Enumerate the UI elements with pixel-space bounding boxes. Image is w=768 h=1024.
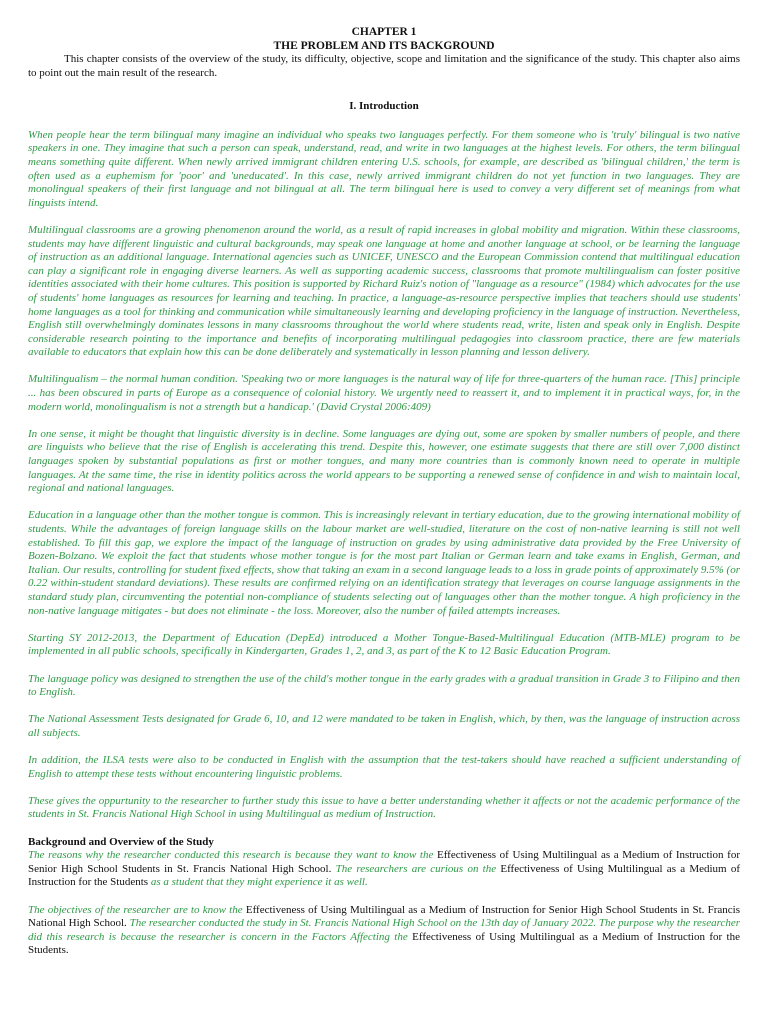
paragraph-linguistic-diversity: In one sense, it might be thought that linguistic diversity is in decline. Some languages are dying out, some are spoken by smaller numbers of people, and there are linguists who believe that the rise of English is accelerating this trend. Despite this, however, one estimate suggests that there are still over 7,000 distinct languages spoken by substantial populations as first or mother tongues, and many more countries than is commonly known need to operate in multiple languages. At the same time, the rise in identity politics across the world appears to be supporting a renewed sense of confidence in and wish to maintain local, regional and national languages.	[28, 427, 740, 495]
chapter-intro-paragraph: This chapter consists of the overview of the study, its difficulty, objective, scope and limitation and the significance of the study. This chapter also aims to point out the main result of the research.	[28, 53, 740, 79]
objectives-text-a: The objectives of the researcher are to know the	[28, 903, 246, 916]
reasons-text-e: as a student that they might experience it as well.	[148, 876, 368, 889]
objectives-text-b: Effectiveness of Using Multilingual as a Medium of Instruction for Senior High School Students in St. Francis National High School.	[28, 903, 740, 930]
paragraph-non-native-education: Education in a language other than the mother tongue is common. This is increasingly relevant in tertiary education, due to the growing international mobility of students. While the advantages of foreign language skills on the labour market are well-studied, literature on the cost of non-native learning is still not well established. To fill this gap, we explore the impact of the language of instruction on grades by using administrative data provided by the Free University of Bozen-Bolzano. We exploit the fact that students whose mother tongue is for the most part Italian or German learn and take exams in English, German, and Italian. Our results, controlling for student fixed effects, show that taking an exam in a second language leads to a loss in grade points of approximately 9.5% (or 0.22 within-student standard deviations). These results are confirmed relying on an identification strategy that leverages on course language assignments in the standard study plan, circumventing the potential non-compliance of students selecting out of languages other than the mother tongue. A high proficiency in the non-native language mitigates - but does not eliminate - the loss. Moreover, also the number of failed attempts increases.	[28, 509, 740, 617]
paragraph-mtb-mle: Starting SY 2012-2013, the Department of Education (DepEd) introduced a Mother Tongue-Based-Multilingual Education (MTB-MLE) program to be implemented in all public schools, specifically in Kindergarten, Grades 1, 2, and 3, as part of the K to 12 Basic Education Program.	[28, 631, 740, 658]
paragraph-multilingual-classrooms: Multilingual classrooms are a growing phenomenon around the world, as a result of rapid increases in global mobility and migration. Within these classrooms, students may have different linguistic and cultural backgrounds, may speak one language at home and another language at school, or be learning the language of instruction as an additional language. International agencies such as UNICEF, UNESCO and the European Commission contend that multilingual education can play a significant role in engaging diverse learners. As well as supporting academic success, classrooms that promote multilingualism can foster positive identities associated with their home cultures. This position is supported by Richard Ruiz's notion of "language as a resource" (1984) which advocates for the use of students' home languages as resources for learning and teaching. In practice, a language-as-resource perspective implies that teachers should use students' home languages as a tool for thinking and communication while simultaneously learning and developing proficiency in the language of instruction. Nevertheless, English still overwhelmingly dominates lessons in many classrooms throughout the world where students read, write, listen and speak only in English. Despite considerable research pointing to the importance and benefits of incorporating multilingual pedagogies into classroom practice, there are few materials available to educators that explain how this can be done deliberately and systematically in lesson planning and lesson delivery.	[28, 223, 740, 359]
chapter-title: THE PROBLEM AND ITS BACKGROUND	[273, 39, 495, 52]
chapter-label: CHAPTER 1	[351, 26, 417, 38]
paragraph-bilingual-definition: When people hear the term bilingual many imagine an individual who speaks two languages perfectly. For them someone who is 'truly' bilingual is two native speakers in one. They imagine that such a person can speak, understand, read, and write in two languages at the highest levels. For others, the term bilingual means something quite different. When newly arrived immigrant children entering U.S. schools, for example, are described as 'bilingual children,' the term is often used as a euphemism for 'poor' and 'uneducated'. In this case, newly arrived immigrant children do not yet function in two languages. They are monolingual speakers of their first language and not bilingual at all. The term bilingual here is used to convey a very different set of meanings from what linguists intend.	[28, 128, 740, 209]
objectives-text-d: Effectiveness of Using Multilingual as a Medium of Instruction for the Students.	[28, 930, 740, 957]
background-paragraph-reasons	[28, 849, 740, 890]
reasons-text-a: The reasons why the researcher conducted this research is because they want to know the	[28, 849, 437, 862]
background-heading: Background and Overview of the Study	[28, 835, 214, 848]
background-paragraph-objectives	[28, 904, 740, 958]
paragraph-ilsa-tests: In addition, the ILSA tests were also to be conducted in English with the assumption that the test-takers should have reached a sufficient understanding of English to attempt these tests without encountering linguistic problems.	[28, 754, 740, 780]
reasons-text-b: Effectiveness of Using Multilingual as a Medium of Instruction for Senior High School Students in St. Francis National High School.	[28, 849, 740, 875]
reasons-text-d: Effectiveness of Using Multilingual as a Medium of Instruction for the Students	[28, 862, 741, 889]
objectives-text-c: The researcher conducted the study in St. Francis National High School on the 13th day of January 2022. The purpose why the researcher did this research is because the researcher is concern in the Factors Affecting the	[28, 917, 740, 943]
paragraph-crystal-quote: Multilingualism – the normal human condition. 'Speaking two or more languages is the natural way of life for three-quarters of the human race. [This] principle ... has been obscured in parts of Europe as a consequence of colonial history. We urgently need to reassert it, and to implement it in practical ways, for, in the modern world, monolingualism is not a strength but a handicap.' (David Crystal 2006:409)	[28, 373, 740, 413]
section-heading-introduction: I. Introduction	[349, 100, 419, 113]
paragraph-national-assessment: The National Assessment Tests designated for Grade 6, 10, and 12 were mandated to be taken in English, which, by then, was the language of instruction across all subjects.	[28, 713, 740, 739]
paragraph-opportunity: These gives the oppurtunity to the researcher to further study this issue to have a better understanding whether it affects or not the academic performance of the students in St. Francis National High School in using Multilingual as medium of Instruction.	[28, 794, 740, 821]
paragraph-language-policy: The language policy was designed to strengthen the use of the child's mother tongue in the early grades with a gradual transition in Grade 3 to Filipino and then to English.	[28, 672, 740, 699]
reasons-text-c: The researchers are curious on the	[331, 862, 501, 875]
